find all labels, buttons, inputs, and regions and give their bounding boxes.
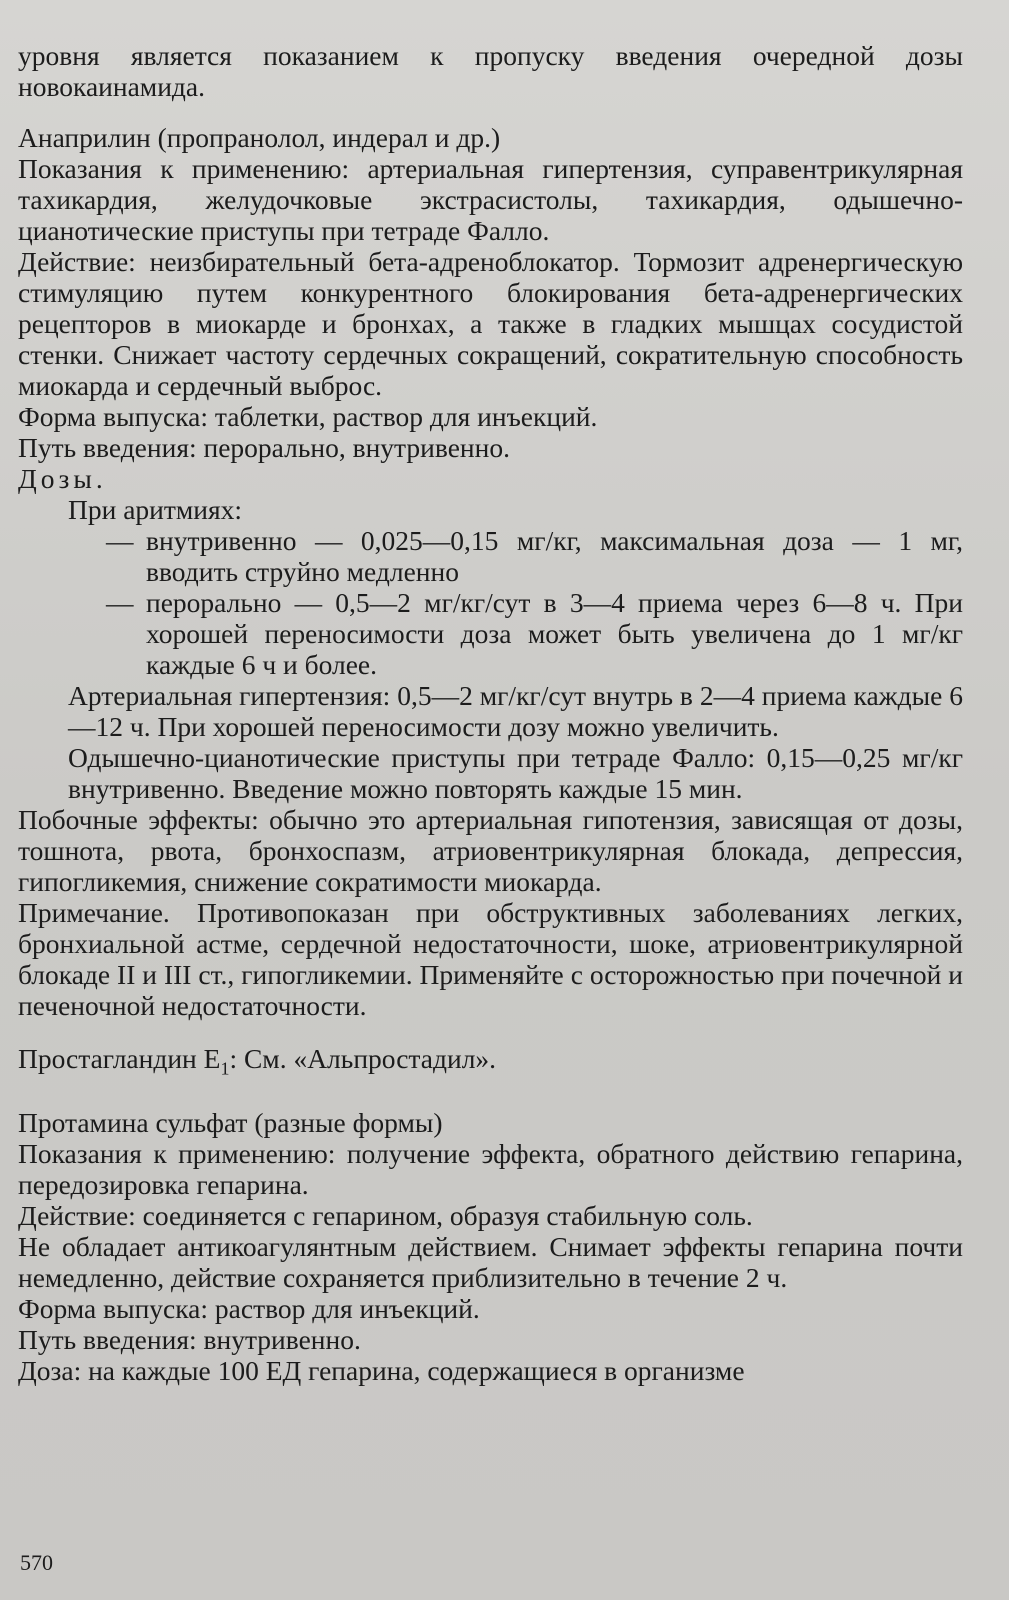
arrhythmia-oral-text: перорально — 0,5—2 мг/кг/сут в 3—4 приема через 6—8 ч. При хорошей переносимости доза может быть увеличена до 1 мг/кг каждые 6 ч и более.	[146, 587, 963, 680]
anaprilin-title: Анаприлин (пропранолол, индерал и др.)	[18, 122, 501, 153]
protamine-route: Путь введения: внутривенно.	[18, 1323, 361, 1355]
anaprilin-side-effects: Побочные эффекты: обычно это артериальная гипотензия, зависящая от дозы, тошнота, рвота, бронхоспазм, атриовентрикулярная блокада, депрессия, гипогликемия, снижение сократимости миокарда.	[18, 804, 963, 897]
protamine-title: Протамина сульфат (разные формы)	[18, 1106, 443, 1138]
anaprilin-note: Примечание. Противопоказан при обструктивных заболеваниях легких, бронхиальной астме, сердечной недостаточности, шоке, атриовентрикулярной блокаде II и III ст., гипогликемии. Применяйте с осторожностью при почечной и печеночной недостаточности.	[18, 897, 963, 1021]
anaprilin-indications: Показания к применению: артериальная гипертензия, суправентрикулярная тахикардия, желудочковые экстрасистолы, тахикардия, одышечно-цианотические приступы при тетраде Фалло.	[18, 153, 963, 246]
anaprilin-form: Форма выпуска: таблетки, раствор для инъекций.	[18, 401, 598, 432]
anaprilin-action: Действие: неизбирательный бета-адреноблокатор. Тормозит адренергическую стимуляцию путем конкурентного блокирования бета-адренергических рецепторов в миокарде и бронхах, а также в гладких мышцах сосудистой стенки. Снижает частоту сердечных сокращений, сократительную способность миокарда и сердечный выброс.	[18, 246, 963, 401]
anaprilin-route: Путь введения: перорально, внутривенно.	[18, 432, 510, 463]
prostaglandin-entry	[18, 1043, 963, 1085]
protamine-indications: Показания к применению: получение эффекта, обратного действию гепарина, передозировка гепарина.	[18, 1137, 963, 1200]
protamine-dose: Доза: на каждые 100 ЕД гепарина, содержащиеся в организме	[18, 1354, 745, 1386]
arrhythmia-heading: При аритмиях:	[68, 494, 243, 525]
arrhythmia-iv-item	[18, 525, 963, 587]
dash-marker: —	[106, 525, 134, 556]
protamine-action: Действие: соединяется с гепарином, образуя стабильную соль.	[18, 1199, 753, 1231]
prostaglandin-subscript: 1	[220, 1058, 230, 1079]
dash-marker: —	[106, 587, 134, 618]
hypertension-dose: Артериальная гипертензия: 0,5—2 мг/кг/сут внутрь в 2—4 приема каждые 6—12 ч. При хорошей переносимости дозу можно увеличить.	[68, 680, 963, 742]
arrhythmia-oral-item	[18, 587, 963, 680]
protamine-form: Форма выпуска: раствор для инъекций.	[18, 1292, 480, 1324]
arrhythmia-iv-text: внутривенно — 0,025—0,15 мг/кг, максимальная доза — 1 мг, вводить струйно медленно	[146, 525, 963, 587]
anaprilin-doses-heading: Дозы.	[18, 463, 107, 494]
page-number: 570	[20, 1550, 53, 1575]
protamine-action-cont: Не обладает антикоагулянтным действием. Снимает эффекты гепарина почти немедленно, действие сохраняется приблизительно в течение 2 ч.	[18, 1230, 963, 1293]
prostaglandin-reference: : См. «Альпростадил».	[229, 1043, 497, 1074]
top-paragraph: уровня является показанием к пропуску введения очередной дозы новокаинамида.	[18, 40, 963, 102]
fallot-dose: Одышечно-цианотические приступы при тетраде Фалло: 0,15—0,25 мг/кг внутривенно. Введение можно повторять каждые 15 мин.	[68, 742, 963, 804]
prostaglandin-title: Простагландин E	[18, 1043, 221, 1074]
